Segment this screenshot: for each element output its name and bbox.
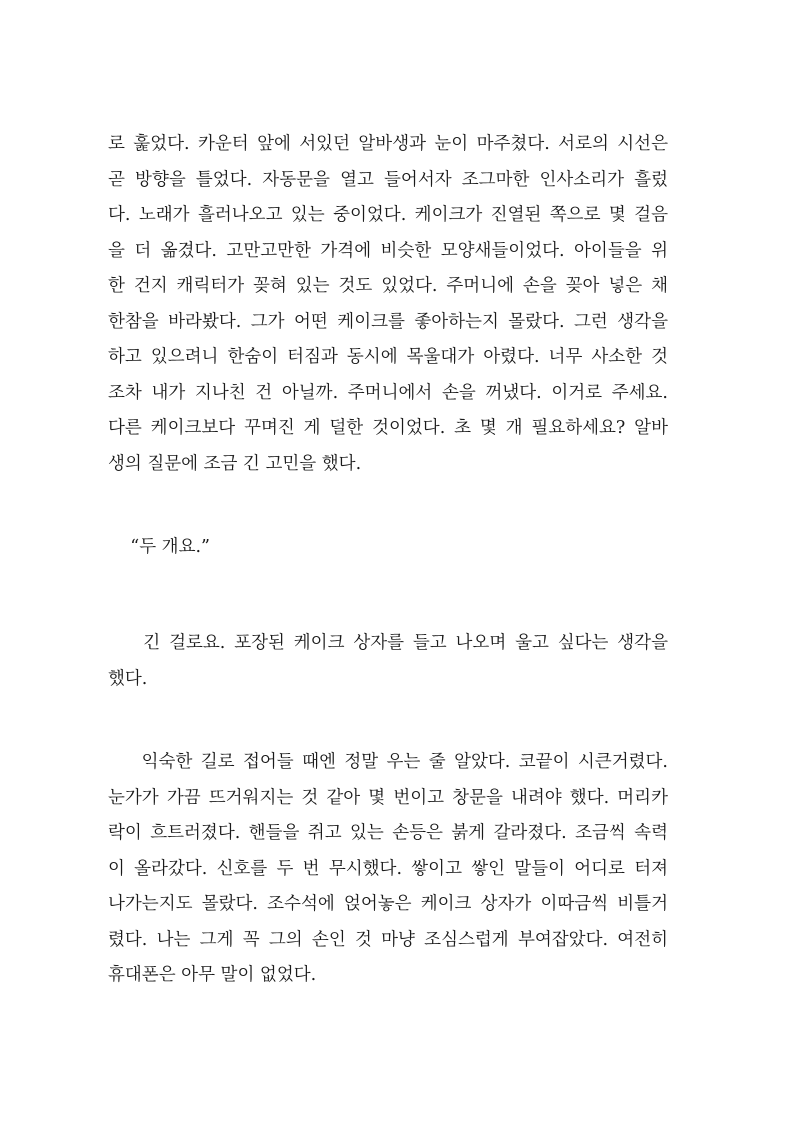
text-line: 곧 방향을 틀었다. 자동문을 열고 들어서자 조그마한 인사소리가 흘렀: [108, 169, 668, 190]
text-line: 긴 걸로요. 포장된 케이크 상자를 들고 나오며 울고 싶다는 생각을: [108, 633, 668, 653]
text-line: 휴대폰은 아무 말이 없었다.: [108, 965, 317, 985]
text-line: 눈가가 가끔 뜨거워지는 것 같아 몇 번이고 창문을 내려야 했다. 머리카: [108, 787, 668, 808]
paragraph-leaving: [108, 626, 668, 697]
text-line: 조차 내가 지나친 건 아닐까. 주머니에서 손을 꺼냈다. 이거로 주세요.: [108, 382, 668, 403]
text-line: 로 훑었다. 카운터 앞에 서있던 알바생과 눈이 마주쳤다. 서로의 시선은: [108, 134, 668, 154]
paragraph-dialogue: [108, 530, 668, 566]
text-line: 락이 흐트러졌다. 핸들을 쥐고 있는 손등은 붉게 갈라졌다. 조금씩 속력: [108, 823, 668, 843]
text-line: 나가는지도 몰랐다. 조수석에 얹어놓은 케이크 상자가 이따금씩 비틀거: [108, 894, 668, 914]
text-line: 렸다. 나는 그게 꼭 그의 손인 것 마냥 조심스럽게 부여잡았다. 여전히: [108, 929, 668, 950]
text-line: 익숙한 길로 접어들 때엔 정말 우는 줄 알았다. 코끝이 시큰거렸다.: [108, 752, 668, 772]
text-line: 한 건지 캐릭터가 꽂혀 있는 것도 있었다. 주머니에 손을 꽂아 넣은 채: [108, 276, 668, 296]
dialogue-line: “두 개요.”: [108, 537, 210, 557]
text-line: 한참을 바라봤다. 그가 어떤 케이크를 좋아하는지 몰랐다. 그런 생각을: [108, 311, 668, 332]
text-line: 다. 노래가 흘러나오고 있는 중이었다. 케이크가 진열된 쪽으로 몇 걸음: [108, 205, 668, 225]
text-line: 했다.: [108, 668, 148, 689]
paragraph-cake-shop: [108, 127, 668, 482]
paragraph-driving: [108, 745, 668, 994]
text-line: 이 올라갔다. 신호를 두 번 무시했다. 쌓이고 쌓인 말들이 어디로 터져: [108, 858, 668, 879]
text-line: 하고 있으려니 한숨이 터짐과 동시에 목울대가 아렸다. 너무 사소한 것: [108, 347, 668, 367]
text-line: 생의 질문에 조금 긴 고민을 했다.: [108, 453, 362, 474]
text-line: 을 더 옮겼다. 고만고만한 가격에 비슷한 모양새들이었다. 아이들을 위: [108, 240, 668, 261]
text-line: 다른 케이크보다 꾸며진 게 덜한 것이었다. 초 몇 개 필요하세요? 알바: [108, 418, 668, 438]
